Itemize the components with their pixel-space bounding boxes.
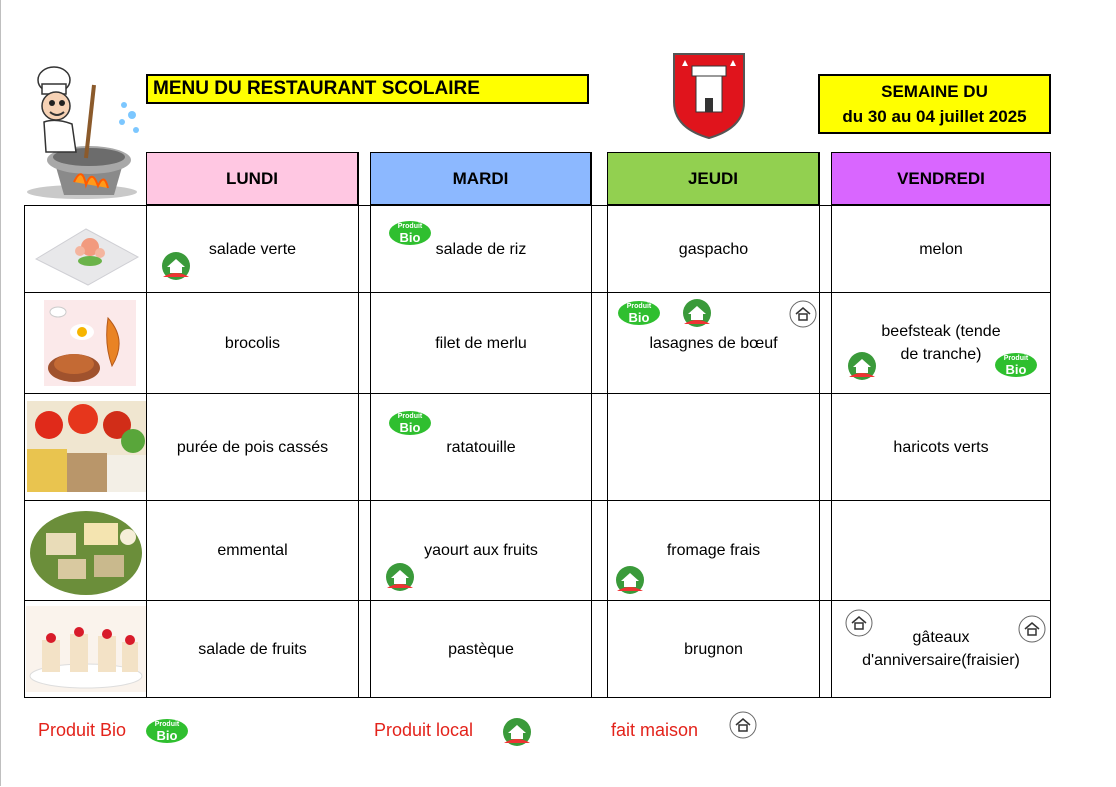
- bio-badge-icon: Produit Bio: [146, 719, 188, 743]
- menu-cell-lundi-1: salade verte: [208, 240, 297, 258]
- week-label: SEMAINE DU: [881, 82, 988, 101]
- homemade-icon: [1018, 615, 1046, 643]
- homemade-icon: [845, 609, 873, 637]
- day-header-lundi: LUNDI: [146, 152, 358, 205]
- local-product-icon: [682, 298, 712, 328]
- week-box: [818, 74, 1051, 134]
- menu-cell-lundi-2: brocolis: [224, 334, 281, 352]
- bio-badge-icon: Produit Bio: [618, 301, 660, 325]
- menu-cell-jeudi-3: [608, 394, 819, 500]
- bio-badge-icon: Produit Bio: [995, 353, 1037, 377]
- menu-cell-vendredi-3: haricots verts: [893, 438, 989, 456]
- local-product-icon: [502, 717, 532, 747]
- day-header-jeudi: JEUDI: [607, 152, 819, 205]
- legend-bio-label: Produit Bio: [38, 720, 127, 740]
- week-dates: du 30 au 04 juillet 2025: [842, 107, 1027, 126]
- menu-cell-jeudi-4: fromage frais: [666, 542, 761, 559]
- menu-title: MENU DU RESTAURANT SCOLAIRE: [146, 74, 589, 104]
- homemade-icon: [789, 300, 817, 328]
- local-product-icon: [615, 565, 645, 595]
- day-header-mardi: MARDI: [370, 152, 591, 205]
- local-product-icon: [847, 351, 877, 381]
- protein-foods-image: [44, 300, 136, 386]
- homemade-icon: [729, 711, 757, 739]
- menu-cell-mardi-2: filet de merlu: [435, 334, 527, 352]
- menu-cell-vendredi-1: melon: [919, 240, 963, 258]
- cheese-platter-image: [28, 503, 144, 597]
- menu-cell-lundi-3: purée de pois cassés: [176, 438, 329, 456]
- day-header-vendredi: VENDREDI: [831, 152, 1051, 205]
- vegetables-grains-image: [27, 401, 146, 492]
- local-product-icon: [161, 251, 191, 281]
- menu-cell-mardi-4: yaourt aux fruits: [424, 542, 538, 559]
- local-product-icon: [385, 562, 415, 592]
- bio-badge-icon: Produit Bio: [389, 411, 431, 435]
- desserts-image: [26, 606, 146, 692]
- bio-badge-icon: Produit Bio: [389, 221, 431, 245]
- salad-plate-image: [28, 209, 144, 289]
- menu-cell-vendredi-4: [832, 501, 1050, 600]
- menu-cell-jeudi-5: brugnon: [684, 640, 743, 658]
- chef-cooking-icon: [24, 60, 144, 202]
- menu-cell-jeudi-1: gaspacho: [678, 240, 749, 258]
- menu-cell-mardi-5: pastèque: [448, 640, 514, 658]
- menu-cell-mardi-3: ratatouille: [446, 438, 516, 456]
- menu-cell-vendredi-2: beefsteak (tende de tranche): [881, 323, 1001, 363]
- menu-cell-lundi-5: salade de fruits: [198, 640, 307, 658]
- menu-cell-lundi-4: emmental: [217, 542, 288, 559]
- legend-local-label: Produit local: [374, 720, 474, 740]
- menu-cell-mardi-1: salade de riz: [435, 240, 527, 258]
- menu-cell-vendredi-5: gâteaux d'anniversaire(fraisier): [862, 629, 1020, 669]
- legend-homemade-label: fait maison: [611, 720, 699, 740]
- town-crest-icon: [672, 52, 746, 140]
- menu-cell-jeudi-2: lasagnes de bœuf: [649, 334, 778, 352]
